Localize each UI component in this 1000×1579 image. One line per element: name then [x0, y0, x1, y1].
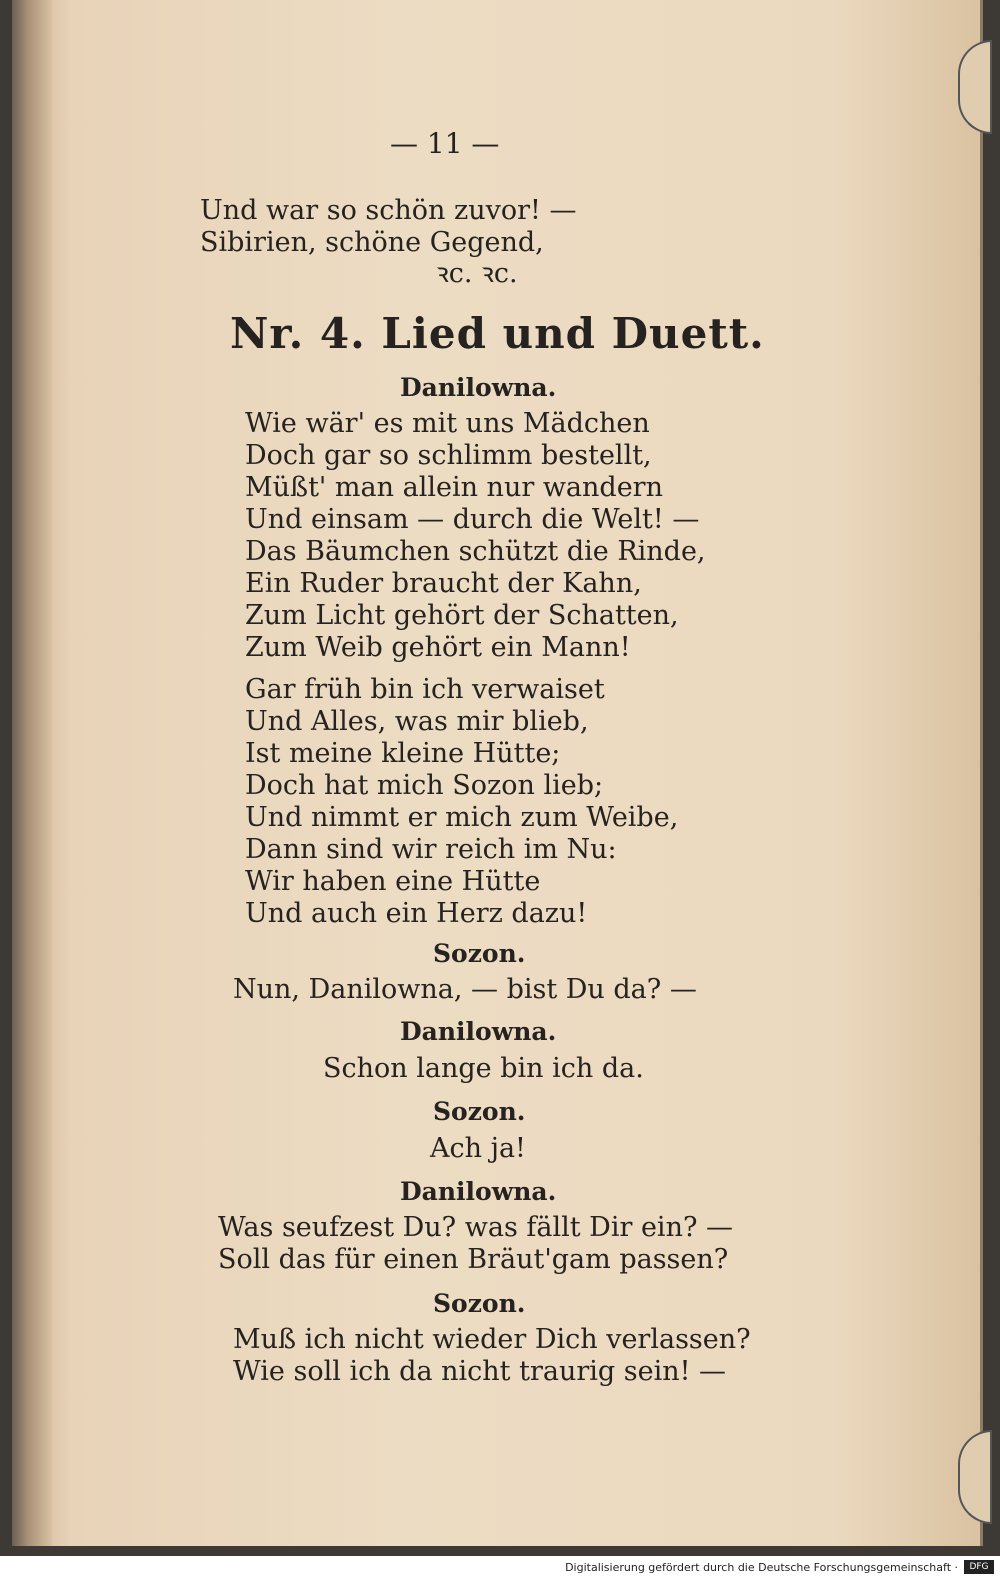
verse-line: Das Bäumchen schützt die Rinde,: [245, 536, 706, 567]
speaker-name: Danilowna.: [400, 1177, 557, 1206]
verse-line: Was seufzest Du? was fällt Dir ein? —: [218, 1212, 734, 1243]
verse-line: Zum Licht gehört der Schatten,: [245, 600, 679, 631]
verse-line: Nun, Danilowna, — bist Du da? —: [233, 974, 697, 1005]
verse-line: Ach ja!: [430, 1133, 526, 1164]
verse-line: Zum Weib gehört ein Mann!: [245, 632, 631, 663]
verse-line: Müßt' man allein nur wandern: [245, 472, 663, 503]
verse-line: Wie soll ich da nicht traurig sein! —: [233, 1356, 727, 1387]
verse-line: Und einsam — durch die Welt! —: [245, 504, 700, 535]
verse-line: Doch hat mich Sozon lieb;: [245, 770, 604, 801]
verse-line: Und Alles, was mir blieb,: [245, 706, 589, 737]
verse-line: Sibirien, schöne Gegend,: [200, 227, 544, 258]
speaker-name: Sozon.: [433, 1097, 526, 1126]
verse-line: Schon lange bin ich da.: [323, 1053, 644, 1084]
verse-line: Und auch ein Herz dazu!: [245, 898, 588, 929]
dfg-logo-icon: DFG: [964, 1560, 994, 1574]
verse-line: Ein Ruder braucht der Kahn,: [245, 568, 642, 599]
verse-line: Wir haben eine Hütte: [245, 866, 541, 897]
speaker-name: Danilowna.: [400, 373, 557, 402]
speaker-name: Sozon.: [433, 939, 526, 968]
verse-line: Gar früh bin ich verwaiset: [245, 674, 605, 705]
speaker-name: Sozon.: [433, 1289, 526, 1318]
book-spine-shadow: [12, 0, 52, 1546]
digitization-footer: [0, 1556, 1000, 1579]
verse-line: Dann sind wir reich im Nu:: [245, 834, 617, 865]
verse-line: Und war so schön zuvor! —: [200, 195, 577, 226]
section-heading: Nr. 4. Lied und Duett.: [230, 309, 765, 358]
speaker-name: Danilowna.: [400, 1017, 557, 1046]
verse-line: Doch gar so schlimm bestellt,: [245, 440, 652, 471]
page-number: — 11 —: [390, 127, 500, 160]
verse-line: Muß ich nicht wieder Dich verlassen?: [233, 1324, 751, 1355]
verse-line: Ist meine kleine Hütte;: [245, 738, 561, 769]
verse-line: Wie wär' es mit uns Mädchen: [245, 408, 650, 439]
footer-credit: Digitalisierung gefördert durch die Deutsche Forschungsgemeinschaft ·: [565, 1561, 958, 1574]
verse-line: ꝛc. ꝛc.: [436, 258, 518, 289]
verse-line: Und nimmt er mich zum Weibe,: [245, 802, 679, 833]
verse-line: Soll das für einen Bräut'gam passen?: [218, 1244, 729, 1275]
